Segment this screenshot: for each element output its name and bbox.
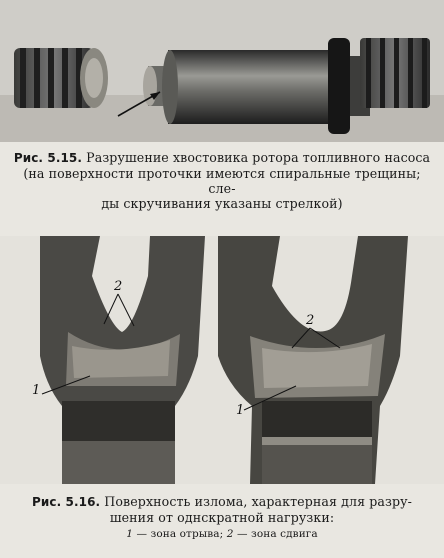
legend bbox=[126, 528, 318, 540]
figure-label: Рис. 5.16. bbox=[31, 495, 101, 509]
legend-text: — зона отрыва; bbox=[136, 528, 224, 540]
label-right-1: 1 bbox=[236, 403, 245, 418]
fracture-surface-photo bbox=[0, 236, 444, 484]
figure-5-15-caption bbox=[8, 150, 436, 211]
label-left-1: 1 bbox=[32, 383, 41, 398]
label-left-2: 2 bbox=[114, 279, 123, 294]
caption-line: Поверхность излома, характерная для разру- bbox=[104, 494, 413, 509]
caption-line: шения от однскратной нагрузки: bbox=[109, 510, 335, 525]
legend-text: — зона сдвига bbox=[236, 528, 318, 540]
figure-5-16-caption bbox=[8, 494, 436, 542]
legend-num: 1 bbox=[126, 528, 133, 540]
caption-line: Разрушение хвостовика ротора топливного насоса bbox=[86, 150, 431, 165]
label-right-2: 2 bbox=[306, 313, 315, 328]
gear-fragment bbox=[14, 48, 108, 108]
figure-label: Рис. 5.15. bbox=[13, 151, 83, 165]
rotor-shank-photo bbox=[0, 0, 444, 142]
legend-num: 2 bbox=[226, 528, 234, 540]
caption-line: (на поверхности проточки имеются спиральные трещины; сле- bbox=[23, 166, 421, 196]
caption-line: ды скручивания указаны стрелкой) bbox=[101, 196, 343, 211]
